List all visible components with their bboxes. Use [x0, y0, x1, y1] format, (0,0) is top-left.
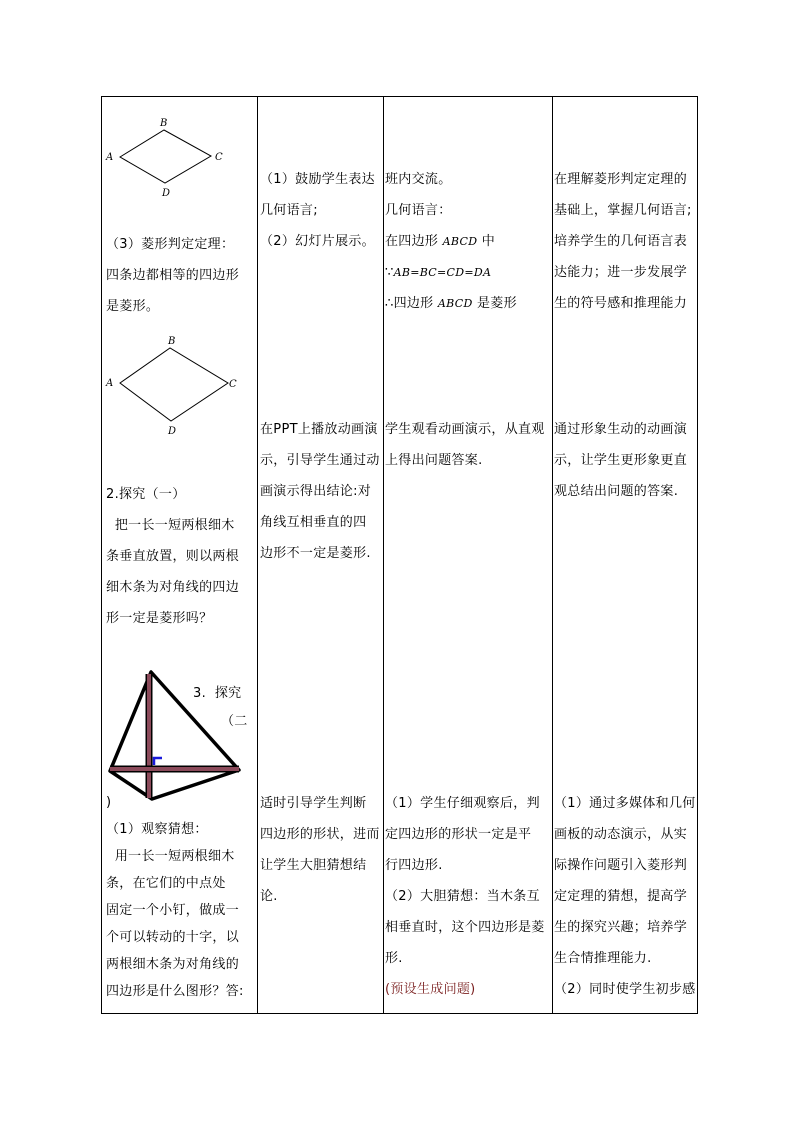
observe-line: 四边形是什么图形？答:	[106, 984, 244, 999]
geometry-therefore: ∴四边形 ABCD 是菱形	[385, 296, 517, 311]
observe-line: 固定一个小钉，做成一	[106, 903, 240, 918]
student-activity-line: （1）学生仔细观察后，判	[385, 796, 540, 811]
design-intent-line: 在理解菱形判定定理的	[554, 172, 688, 187]
vertex-label: D	[168, 426, 177, 437]
explore-1-line: 把一长一短两根细木	[106, 518, 235, 533]
student-activity-line: 几何语言：	[385, 203, 452, 218]
explore-1-line: 形一定是菱形吗？	[106, 611, 213, 626]
teacher-activity-line: 画演示得出结论:对	[260, 484, 372, 499]
design-intent-line: （2）同时使学生初步感	[554, 982, 696, 997]
teacher-activity-line: 边形不一定是菱形.	[260, 546, 371, 561]
explore-2-title: 3. 探究	[193, 686, 242, 701]
vertex-label: C	[215, 152, 223, 163]
teacher-activity-line: 几何语言;	[260, 203, 318, 218]
student-activity-line: 上得出问题答案.	[385, 453, 483, 468]
design-intent-line: 示，让学生更形象更直	[554, 453, 688, 468]
design-intent-line: 画板的动态演示，从实	[554, 827, 688, 842]
teacher-activity-line: 四边形的形状，进而	[260, 827, 380, 842]
design-intent-line: 通过形象生动的动画演	[554, 422, 688, 437]
teacher-activity-line: （1）鼓励学生表达	[260, 172, 375, 187]
student-activity-line: 学生观看动画演示，从直观	[385, 422, 545, 437]
student-activity-line: 班内交流。	[385, 172, 452, 187]
student-activity-line: 定四边形的形状一定是平	[385, 827, 532, 842]
observe-line: 个可以转动的十字，以	[106, 930, 240, 945]
student-activity-line: 相垂直时，这个四边形是菱	[385, 920, 545, 935]
design-intent-line: 定定理的猜想，提高学	[554, 889, 688, 904]
teacher-activity-line: 让学生大胆猜想结	[260, 858, 367, 873]
rhombus-figure-2	[104, 330, 239, 440]
explore-1-line: 2.探究（一）	[106, 487, 186, 502]
explore-1-line: 条垂直放置，则以两根	[106, 549, 240, 564]
student-activity-line: （2）大胆猜想：当木条互	[385, 889, 540, 904]
theorem-line: 是菱形。	[106, 299, 160, 314]
teacher-activity-line: 适时引导学生判断	[260, 796, 367, 811]
observe-line: 条，在它们的中点处	[106, 876, 226, 891]
theorem-line: （3）菱形判定定理：	[106, 237, 235, 252]
teacher-activity-line: （2）幻灯片展示。	[260, 234, 375, 249]
geometry-condition: 在四边形 ABCD 中	[385, 234, 496, 249]
design-intent-line: 生合情推理能力.	[554, 951, 652, 966]
vertex-label: A	[106, 378, 114, 389]
design-intent-line: 观总结出问题的答案.	[554, 484, 679, 499]
preset-question-hint: (预设生成问题)	[385, 982, 476, 997]
explore-2-paren-open: （二	[221, 714, 248, 729]
teacher-activity-line: 在PPT上播放动画演	[260, 422, 378, 437]
vertex-label: B	[160, 118, 168, 129]
design-intent-line: 生的符号感和推理能力	[554, 296, 688, 311]
design-intent-line: 生的探究兴趣；培养学	[554, 920, 688, 935]
observe-line: 用一长一短两根细木	[106, 849, 235, 864]
explore-2-paren-close: )	[106, 795, 112, 810]
rhombus-figure-1	[104, 113, 229, 201]
design-intent-line: （1）通过多媒体和几何	[554, 796, 696, 811]
theorem-line: 四条边都相等的四边形	[106, 268, 240, 283]
observe-line: 两根细木条为对角线的	[106, 957, 240, 972]
column-divider-2	[383, 97, 384, 1013]
design-intent-line: 基础上，掌握几何语言;	[554, 203, 692, 218]
teacher-activity-line: 角线互相垂直的四	[260, 515, 367, 530]
teacher-activity-line: 论.	[260, 889, 278, 904]
observe-line: （1）观察猜想：	[106, 822, 208, 837]
column-divider-1	[257, 97, 258, 1013]
student-activity-line: 形.	[385, 951, 403, 966]
student-activity-line: 行四边形.	[385, 858, 443, 873]
design-intent-line: 培养学生的几何语言表	[554, 234, 688, 249]
vertex-label: B	[168, 336, 176, 347]
design-intent-line: 际操作问题引入菱形判	[554, 858, 688, 873]
vertex-label: D	[162, 188, 171, 199]
vertex-label: C	[229, 379, 237, 390]
geometry-because: ∵AB=BC=CD=DA	[385, 265, 492, 280]
column-divider-3	[552, 97, 553, 1013]
explore-1-line: 细木条为对角线的四边	[106, 580, 240, 595]
teacher-activity-line: 示，引导学生通过动	[260, 453, 380, 468]
design-intent-line: 达能力；进一步发展学	[554, 265, 688, 280]
vertex-label: A	[106, 152, 114, 163]
